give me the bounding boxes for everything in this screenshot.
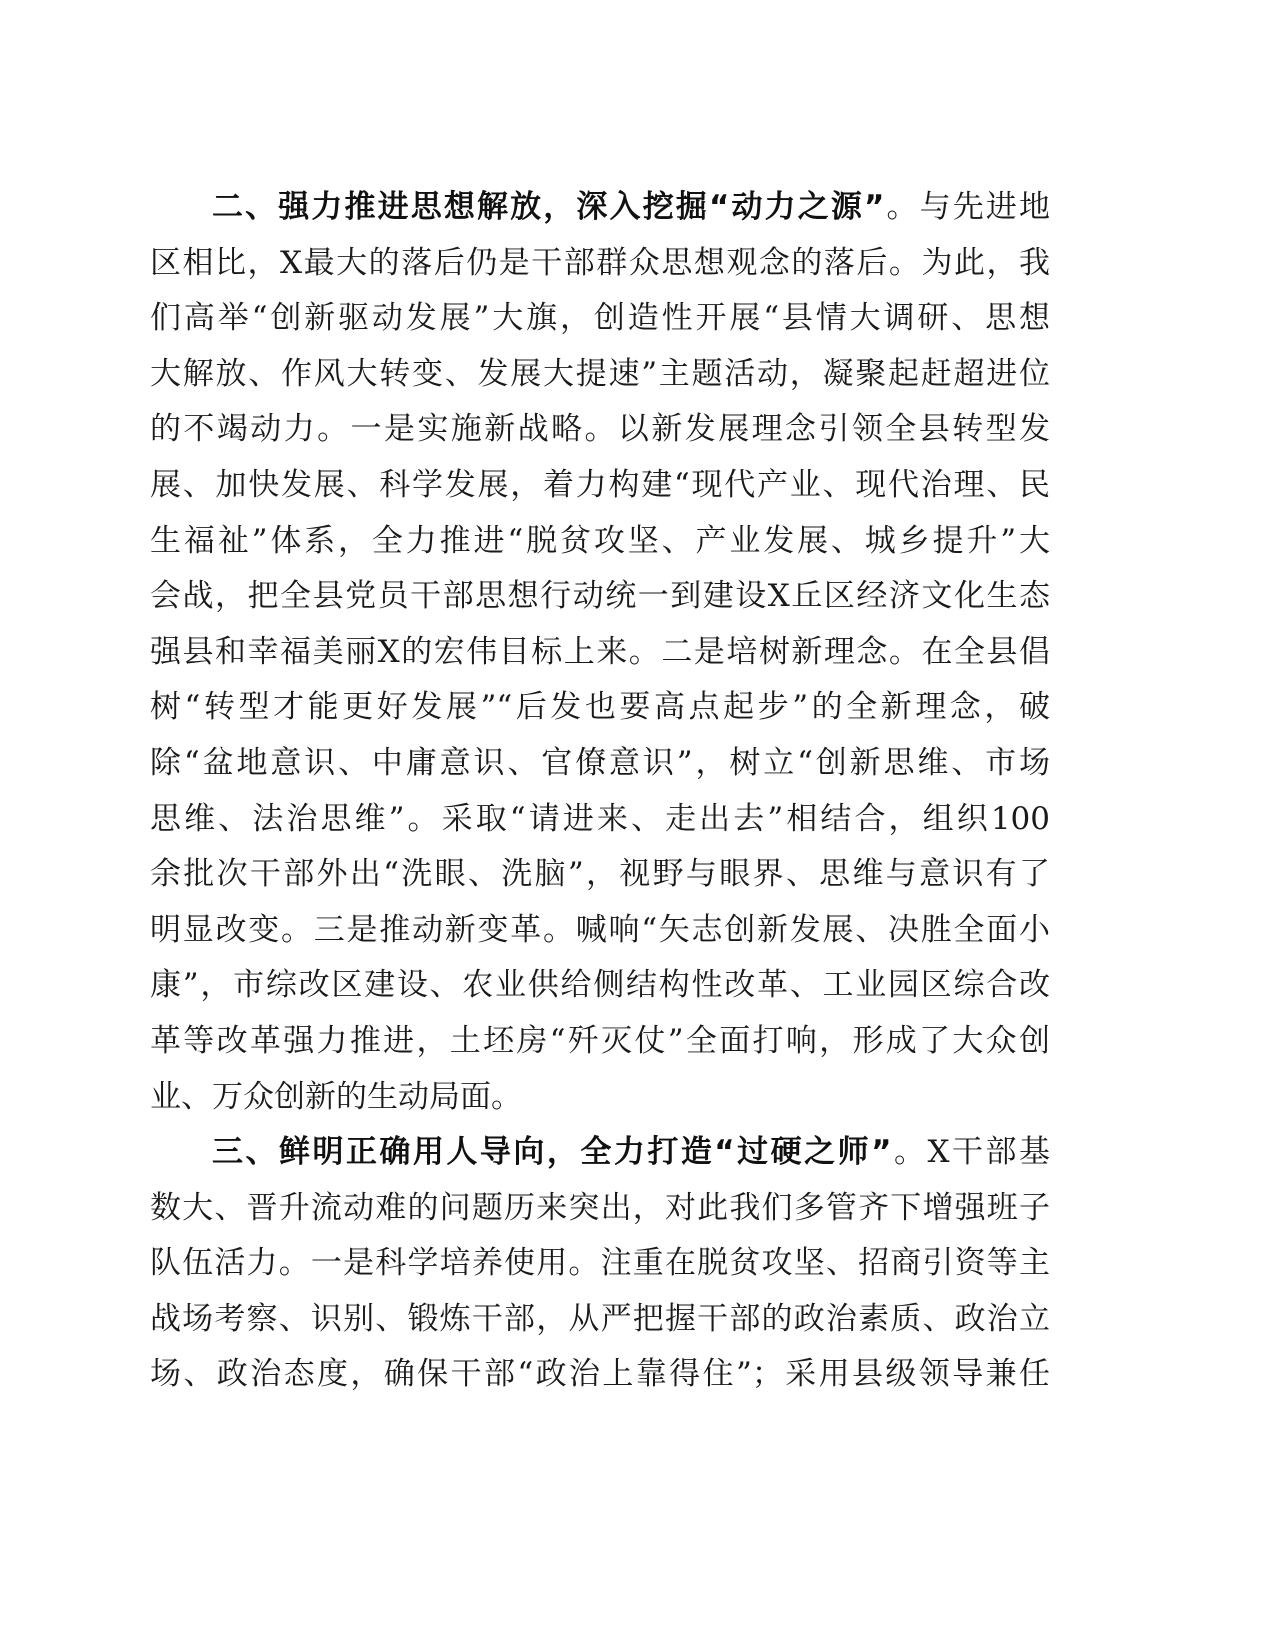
paragraph-section-2-line-6: 展、加快发展、科学发展，着力构建“现代产业、现代治理、民 [150, 466, 1050, 503]
paragraph-section-2-line-2: 区相比，X最大的落后仍是干部群众思想观念的落后。为此，我 [150, 244, 1050, 281]
paragraph-section-2-line-16: 革等改革强力推进，土坯房“歼灭仗”全面打响，形成了大众创 [150, 1022, 1050, 1059]
section-2-heading: 二、强力推进思想解放，深入挖掘“动力之源” [212, 189, 885, 225]
section-2-line-1-text: 。与先进地 [884, 189, 1051, 225]
paragraph-section-2-line-3: 们高举“创新驱动发展”大旗，创造性开展“县情大调研、思想 [150, 300, 1050, 337]
paragraph-section-3-line-5: 场、政治态度，确保干部“政治上靠得住”；采用县级领导兼任 [150, 1356, 1050, 1393]
paragraph-section-2-line-10: 树“转型才能更好发展”“后发也要高点起步”的全新理念，破 [150, 689, 1050, 726]
paragraph-section-2-line-8: 会战，把全县党员干部思想行动统一到建设X丘区经济文化生态 [150, 578, 1050, 615]
paragraph-section-3-line-4: 战场考察、识别、锻炼干部，从严把握干部的政治素质、政治立 [150, 1300, 1050, 1337]
paragraph-section-2-line-15: 康”，市综改区建设、农业供给侧结构性改革、工业园区综合改 [150, 967, 1050, 1004]
paragraph-section-3-line-1 [150, 1125, 1050, 1181]
paragraph-section-2-line-17: 业、万众创新的生动局面。 [150, 1078, 522, 1115]
paragraph-section-3-line-3: 队伍活力。一是科学培养使用。注重在脱贫攻坚、招商引资等主 [150, 1245, 1050, 1282]
section-3-line-1-text: 。X干部基 [891, 1134, 1050, 1171]
paragraph-section-2-line-4: 大解放、作风大转变、发展大提速”主题活动，凝聚起赶超进位 [150, 355, 1050, 392]
paragraph-section-2-line-13: 余批次干部外出“洗眼、洗脑”，视野与眼界、思维与意识有了 [150, 856, 1050, 893]
paragraph-section-2-line-9: 强县和幸福美丽X的宏伟目标上来。二是培树新理念。在全县倡 [150, 633, 1050, 670]
paragraph-section-2-line-12: 思维、法治思维”。采取“请进来、走出去”相结合，组织100 [150, 800, 1050, 837]
section-3-heading: 三、鲜明正确用人导向，全力打造“过硬之师” [212, 1134, 892, 1171]
paragraph-section-2-line-1 [150, 180, 1050, 236]
paragraph-section-2-line-11: 除“盆地意识、中庸意识、官僚意识”，树立“创新思维、市场 [150, 744, 1050, 781]
paragraph-section-2-line-14: 明显改变。三是推动新变革。喊响“矢志创新发展、决胜全面小 [150, 911, 1050, 948]
document-body [150, 180, 1050, 1403]
paragraph-section-2-line-5: 的不竭动力。一是实施新战略。以新发展理念引领全县转型发 [150, 411, 1050, 448]
paragraph-section-3-line-2: 数大、晋升流动难的问题历来突出，对此我们多管齐下增强班子 [150, 1189, 1050, 1226]
paragraph-section-2-line-7: 生福祉”体系，全力推进“脱贫攻坚、产业发展、城乡提升”大 [150, 522, 1050, 559]
